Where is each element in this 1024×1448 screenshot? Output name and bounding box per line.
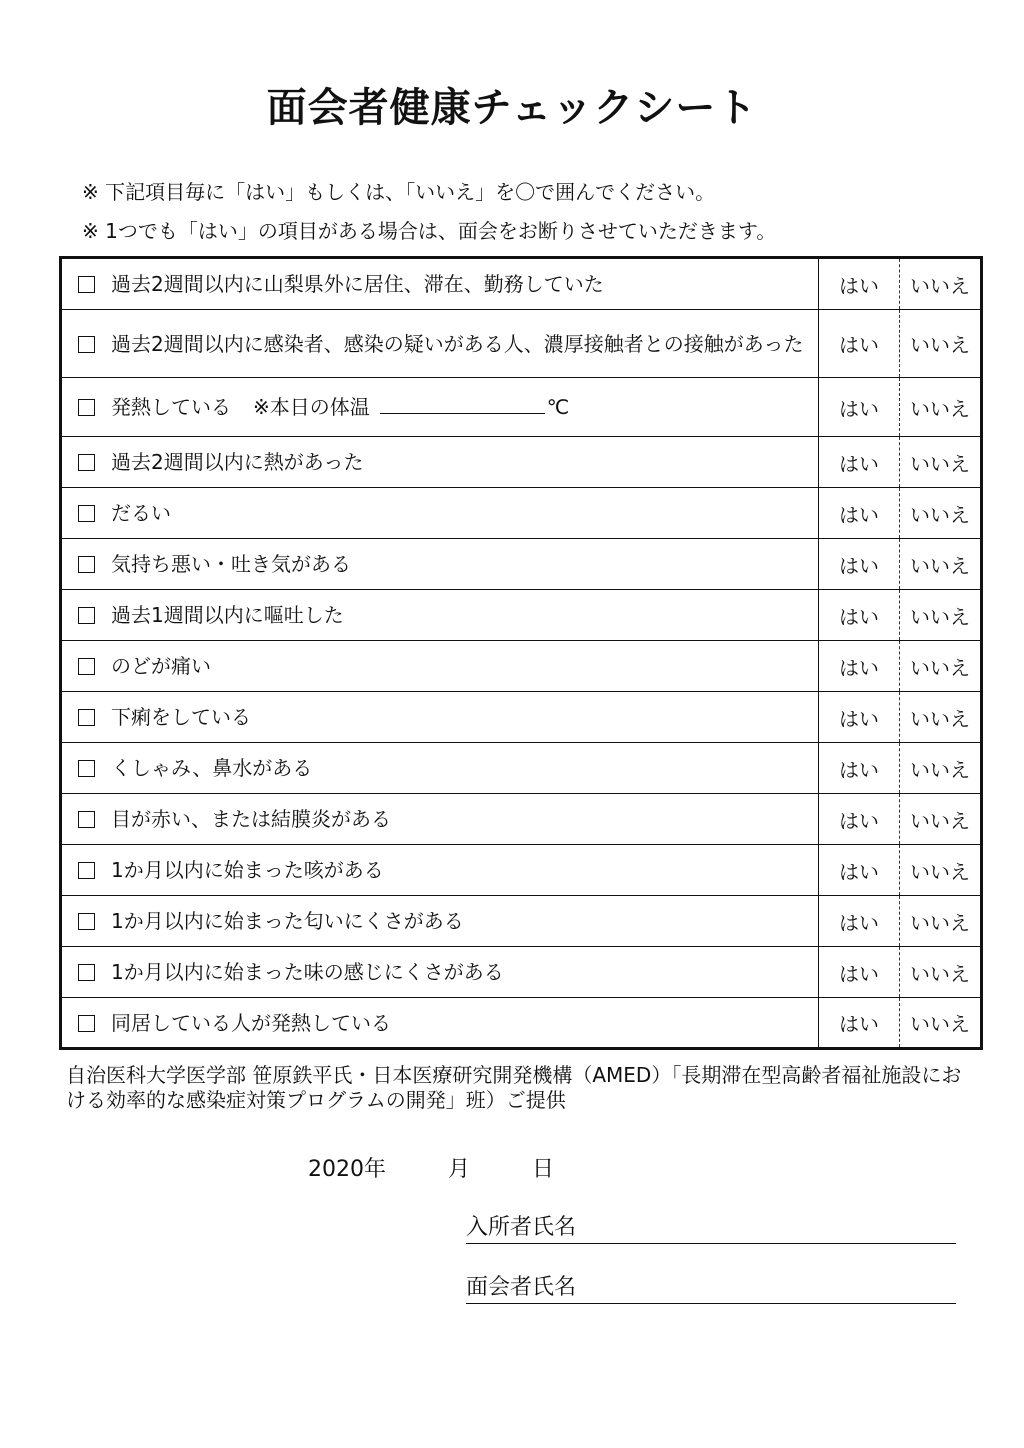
item-text: 目が赤い、または結膜炎がある xyxy=(111,807,391,831)
checkbox[interactable] xyxy=(78,811,95,828)
checkbox[interactable] xyxy=(78,913,95,930)
checkbox[interactable] xyxy=(78,454,95,471)
item-cell xyxy=(61,258,819,310)
item-text: 同居している人が発熱している xyxy=(111,1010,391,1035)
item-text: 過去2週間以内に熱があった xyxy=(111,450,364,474)
item-text: 過去2週間以内に感染者、感染の疑いがある人、濃厚接触者との接触があった xyxy=(111,331,804,356)
table-row xyxy=(61,845,982,896)
no-option[interactable]: いいえ xyxy=(900,539,982,590)
no-option[interactable]: いいえ xyxy=(900,310,982,378)
table-row xyxy=(61,590,982,641)
item-text: 1か月以内に始まった匂いにくさがある xyxy=(111,909,464,933)
item-text: 過去1週間以内に嘔吐した xyxy=(111,603,344,627)
item-cell xyxy=(61,437,819,488)
yes-option[interactable]: はい xyxy=(819,896,900,947)
temperature-input[interactable] xyxy=(380,395,545,414)
table-row xyxy=(61,896,982,947)
yes-option[interactable]: はい xyxy=(819,310,900,378)
resident-name-label: 入所者氏名 xyxy=(466,1215,577,1240)
checkbox[interactable] xyxy=(78,607,95,624)
checkbox[interactable] xyxy=(78,336,95,353)
yes-option[interactable]: はい xyxy=(819,692,900,743)
item-text: 過去2週間以内に山梨県外に居住、滞在、勤務していた xyxy=(111,272,604,296)
table-row xyxy=(61,794,982,845)
yes-option[interactable]: はい xyxy=(819,437,900,488)
item-text: 1か月以内に始まった味の感じにくさがある xyxy=(111,960,504,984)
no-option[interactable]: いいえ xyxy=(910,1012,970,1036)
health-check-table xyxy=(59,256,983,1050)
item-cell xyxy=(61,845,819,896)
item-cell xyxy=(61,590,819,641)
no-option[interactable]: いいえ xyxy=(900,794,982,845)
visitor-name-field[interactable] xyxy=(466,1270,956,1304)
item-cell xyxy=(61,641,819,692)
item-text: だるい xyxy=(111,501,171,525)
checkbox[interactable] xyxy=(78,556,95,573)
table-row xyxy=(61,743,982,794)
checkbox[interactable] xyxy=(78,760,95,777)
no-option[interactable]: いいえ xyxy=(900,947,982,998)
no-option[interactable]: いいえ xyxy=(900,488,982,539)
table-row xyxy=(61,310,982,378)
yes-option[interactable]: はい xyxy=(819,378,900,437)
no-option[interactable]: いいえ xyxy=(900,692,982,743)
resident-name-field[interactable] xyxy=(466,1210,956,1244)
no-option[interactable]: いいえ xyxy=(900,378,982,437)
yes-option[interactable]: はい xyxy=(819,998,900,1049)
visitor-name-label: 面会者氏名 xyxy=(466,1275,577,1300)
table-row xyxy=(61,947,982,998)
checkbox[interactable] xyxy=(78,1015,95,1032)
item-cell xyxy=(61,378,819,437)
item-text: 1か月以内に始まった咳がある xyxy=(111,858,384,882)
item-cell xyxy=(61,310,819,378)
item-cell xyxy=(61,947,819,998)
checkbox[interactable] xyxy=(78,276,95,293)
item-cell xyxy=(61,692,819,743)
table-row xyxy=(61,437,982,488)
yes-option[interactable]: はい xyxy=(819,539,900,590)
yes-option[interactable]: はい xyxy=(819,794,900,845)
item-cell xyxy=(61,998,819,1049)
temperature-unit: ℃ xyxy=(546,395,570,419)
no-option[interactable]: いいえ xyxy=(900,641,982,692)
checkbox[interactable] xyxy=(78,709,95,726)
page-title: 面会者健康チェックシート xyxy=(266,85,758,131)
item-text: くしゃみ、鼻水がある xyxy=(111,756,313,780)
yes-option[interactable]: はい xyxy=(819,488,900,539)
yes-option[interactable]: はい xyxy=(819,743,900,794)
checkbox[interactable] xyxy=(78,964,95,981)
item-cell xyxy=(61,896,819,947)
date-line xyxy=(308,1152,554,1183)
item-text: 気持ち悪い・吐き気がある xyxy=(111,552,351,576)
table-row xyxy=(61,641,982,692)
table-row xyxy=(61,258,982,310)
item-text: 発熱している xyxy=(111,395,231,419)
temperature-label: ※本日の体温 xyxy=(253,395,370,419)
no-option[interactable]: いいえ xyxy=(900,258,982,310)
table-row xyxy=(61,488,982,539)
no-option[interactable]: いいえ xyxy=(900,896,982,947)
source-credit: 自治医科大学医学部 笹原鉄平氏・日本医療研究開発機構（AMED）「長期滞在型高齢者福祉施設における効率的な感染症対策プログラムの開発」班）ご提供 xyxy=(66,1063,962,1112)
checkbox[interactable] xyxy=(78,658,95,675)
yes-option[interactable]: はい xyxy=(819,590,900,641)
checkbox[interactable] xyxy=(78,862,95,879)
item-text: のどが痛い xyxy=(111,654,211,678)
item-cell xyxy=(61,539,819,590)
no-option[interactable]: いいえ xyxy=(900,845,982,896)
date-day: 日 xyxy=(532,1157,555,1182)
date-month: 月 xyxy=(448,1157,471,1182)
item-text: 下痢をしている xyxy=(111,705,251,729)
checkbox[interactable] xyxy=(78,399,95,416)
item-cell xyxy=(61,488,819,539)
item-cell xyxy=(61,794,819,845)
date-year: 2020年 xyxy=(308,1157,386,1182)
no-option[interactable]: いいえ xyxy=(900,590,982,641)
instruction-note-2: ※ 1つでも「はい」の項目がある場合は、面会をお断りさせていただきます。 xyxy=(82,219,777,243)
table-row xyxy=(61,692,982,743)
instruction-note-1: ※ 下記項目毎に「はい」もしくは、「いいえ」を〇で囲んでください。 xyxy=(82,180,716,204)
yes-option[interactable]: はい xyxy=(819,947,900,998)
item-cell xyxy=(61,743,819,794)
yes-option[interactable]: はい xyxy=(819,258,900,310)
yes-option[interactable]: はい xyxy=(819,641,900,692)
yes-option[interactable]: はい xyxy=(819,845,900,896)
checkbox[interactable] xyxy=(78,505,95,522)
table-row xyxy=(61,378,982,437)
no-option[interactable]: いいえ xyxy=(900,437,982,488)
table-row xyxy=(61,539,982,590)
no-option[interactable]: いいえ xyxy=(900,743,982,794)
table-row xyxy=(61,998,982,1049)
